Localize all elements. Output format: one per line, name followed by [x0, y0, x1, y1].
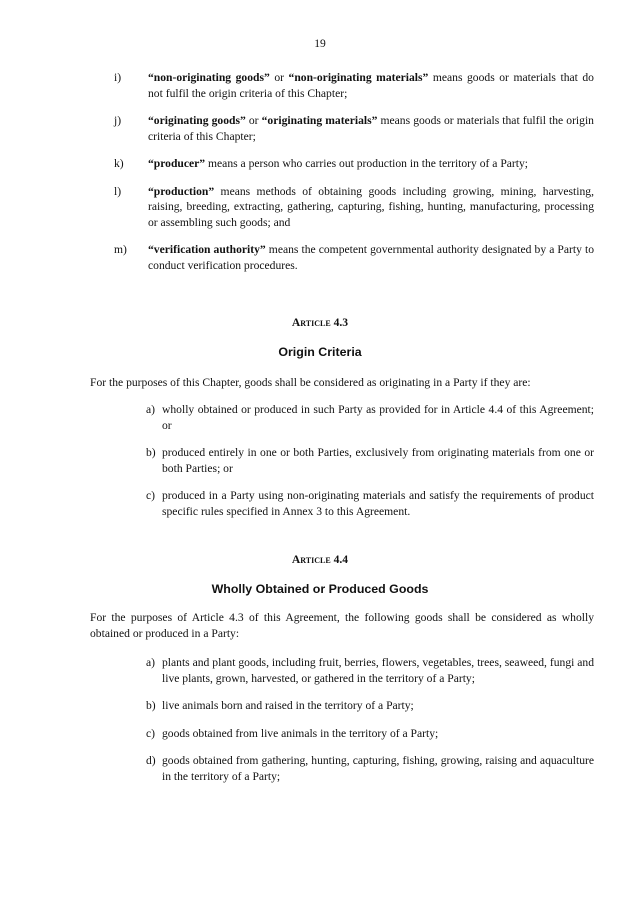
item-label: c) [146, 489, 156, 502]
list-item [146, 726, 594, 742]
article-4-4-intro: For the purposes of Article 4.3 of this Agreement, the following goods shall be considered as wholly obtained or produced in a Party: [90, 611, 594, 640]
item-text: wholly obtained or produced in such Party as provided for in Article 4.4 of this Agreement; or [162, 403, 594, 432]
list-item [146, 402, 594, 433]
definition-label: i) [114, 71, 122, 84]
article-4-4-title: Wholly Obtained or Produced Goods [211, 582, 429, 596]
article-word: Article [291, 316, 331, 329]
item-text: produced entirely in one or both Parties, exclusively from originating materials from one or both Parties; or [162, 446, 594, 475]
item-label: c) [146, 726, 156, 740]
defined-term-alt: “non-originating materials” [288, 71, 429, 84]
defined-term: “originating goods” [148, 114, 246, 127]
item-label: b) [146, 446, 156, 459]
term-connector: or [269, 71, 289, 84]
definition-item [114, 70, 594, 101]
definition-label: k) [114, 157, 124, 170]
item-text: plants and plant goods, including fruit, berries, flowers, vegetables, trees, seaweed, fungi and live plants, grown, harvested, or gathered in the territory of a Party; [162, 656, 594, 685]
definition-label: l) [114, 184, 122, 198]
defined-term: “verification authority” [148, 243, 266, 256]
definition-text: means methods of obtaining goods including growing, mining, harvesting, raising, breeding, extracting, gathering, capturing, fishing, hunting, manufacturing, processing or assembling such goods; and [148, 184, 594, 229]
list-item [146, 445, 594, 476]
article-4-3-items [146, 402, 594, 531]
definition-item [114, 184, 594, 231]
definition-text: means goods or materials that fulfil the origin criteria of this Chapter; [148, 114, 594, 143]
definition-text: means goods or materials that do not fulfil the origin criteria of this Chapter; [148, 71, 594, 100]
defined-term: “non-originating goods” [148, 71, 270, 84]
item-label: b) [146, 699, 156, 712]
list-item [146, 698, 594, 714]
item-label: a) [146, 656, 156, 669]
article-word: Article [291, 553, 331, 566]
defined-term: “production” [148, 184, 215, 198]
article-4-3-label [0, 315, 640, 331]
definitions-list [114, 70, 594, 285]
item-text: produced in a Party using non-originating materials and satisfy the requirements of product specific rules specified in Annex 3 to this Agreement. [162, 489, 594, 518]
list-item [146, 655, 594, 686]
definition-item [114, 242, 594, 273]
article-number: 4.3 [333, 316, 349, 329]
item-text: live animals born and raised in the territory of a Party; [162, 699, 414, 712]
defined-term-alt: “originating materials” [261, 114, 378, 127]
definition-item [114, 113, 594, 144]
term-connector: or [245, 114, 262, 127]
definition-label: j) [114, 114, 122, 127]
defined-term: “producer” [148, 157, 206, 170]
article-number: 4.4 [333, 553, 349, 566]
article-4-4-items [146, 655, 594, 796]
item-label: a) [146, 403, 156, 416]
definition-item [114, 156, 594, 172]
item-text: goods obtained from live animals in the territory of a Party; [162, 726, 439, 740]
definition-text: means the competent governmental authority designated by a Party to conduct verification procedures. [148, 243, 595, 272]
article-4-4-label [0, 552, 640, 568]
page-number: 19 [314, 37, 326, 50]
item-label: d) [146, 754, 156, 767]
item-text: goods obtained from gathering, hunting, capturing, fishing, growing, raising and aquaculture in the territory of a Party; [162, 754, 594, 783]
definition-label: m) [114, 243, 127, 256]
list-item [146, 753, 594, 784]
article-4-3-title: Origin Criteria [278, 345, 362, 359]
definition-text: means a person who carries out production in the territory of a Party; [205, 157, 529, 170]
article-4-3-intro: For the purposes of this Chapter, goods shall be considered as originating in a Party if they are: [90, 376, 531, 389]
list-item [146, 488, 594, 519]
